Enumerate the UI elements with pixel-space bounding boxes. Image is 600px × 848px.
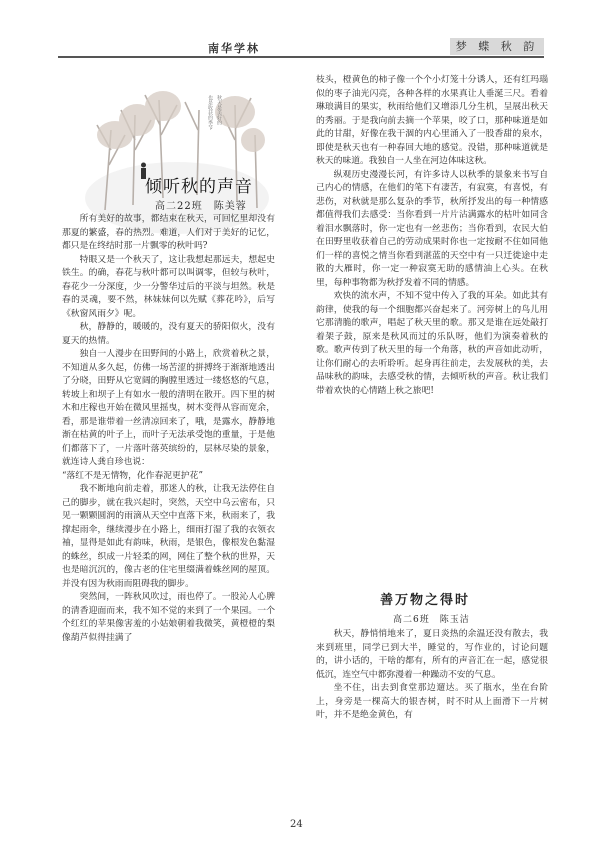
paragraph: 纵观历史漫漫长河，有许多诗人以秋季的景象来书写自己内心的情感，在他们的笔下有凄苦，有寂寞，有喜悦，有悲伤，对秋就是那么复杂的季节，秋所抒发出的每一种情感都值得我们去感受：当你看到一片片沾满露水的枯叶如同含着泪水飘落时，你一定也有一丝悲伤；当你看到，农民大伯在田野里收获着自己的劳动成果时你也一定按耐不住如同他们一样的喜悦之情当你看到湛蓝的天空中有一只迁徙途中走散的大雁时，你一定一种寂寞无助的感情油上心头。在秋里，每种事物都为秋抒发着不同的情感。 <box>316 169 548 288</box>
page-number: 24 <box>290 819 303 830</box>
paragraph: 坐不住，出去到食堂那边遛达。买了瓶水，坐在台阶上，身旁是一棵高大的银杏树，时不时从上面滑下一片树叶，并不是绝金黄色，有 <box>316 683 548 720</box>
article-1-right-column <box>316 74 548 398</box>
paragraph: 我不断地向前走着，那迷人的秋，让我无法停住自己的脚步，就在我兴起时，突然，天空中乌云密布，只见一颗颗圆润的雨滴从天空中直落下来，秋雨来了，我撑起雨伞，继续漫步在小路上，细雨打湿了我的衣领衣袖，显得是如此有韵味，秋雨，是银色，像根发色黏湿的蛛丝，织成一片轻柔的网，网住了整个秋的世界，天也是暗沉沉的，像古老的住宅里缀满着蛛丝网的屋顶。并没有因为秋雨而阻碍我的脚步。 <box>62 484 275 589</box>
article-2-title: 善万物之得时 <box>380 593 471 608</box>
hero-caption-line: 也是收获的季节 <box>207 95 213 130</box>
paragraph: 特眼又是一个秋天了，这让我想起那远夫，想起史铁生。的确，春花与秋叶都可以叫调零，但较与秋叶，春花少一分深度，少一分警华过后的平淡与坦然。秋是春的灵魂，要不然，林妹妹何以先赋《葬花吟》，后写《秋窗风雨夕》呢。 <box>62 254 275 319</box>
paragraph: 独自一人漫步在田野间的小路上，欣赏着秋之景，不知道从多久起，仿佛一场苦涩的拼搏终于渐渐地透出了分晓，田野从它宽阔的胸膛里透过一缕悠悠的气息，转坡上和坝子上有如水一般的清明在散开。四下里的树木和庄稼也开始在微风里摇曳，树木变得从容而宽余，看，那是谁带着一丝清凉回来了，哦，是露水，静静地渐在枯黄的叶子上，而叶子无法承受饱的重量，于是他们都落下了，一片落叶落英缤纷的，层林尽染的景象，就连诗人龚自珍也说： <box>62 349 275 467</box>
article-2-byline: 高二6班 陈玉洁 <box>393 615 470 625</box>
paragraph: 所有美好的故事，都结束在秋天，可回忆里却没有那夏的繁盛，春的热烈。难道，人们对于美好的记忆，都只是在终结时那一片飘零的秋叶吗? <box>62 214 275 251</box>
paragraph: 秋天，静悄悄地来了，夏日炎热的余温还没有散去，我来到班里，同学已到大半，睡觉的，写作业的，讨论问题的，讲小话的，干啥的都有，所有的声音汇在一起，感觉很低沉，连空气中都弥漫着一种躁动不安的气息。 <box>316 629 548 680</box>
article-1-byline: 高二22班 陈美蓉 <box>155 201 247 212</box>
article-1-title: 倾听秋的声音 <box>145 177 253 197</box>
column-name-tab: 梦 蝶 秋 韵 <box>450 38 544 55</box>
paragraph: 秋，静静的，暖暖的，没有夏天的骄阳似火，没有夏天的热情。 <box>62 322 275 346</box>
paragraph: 突然间，一阵秋风吹过，雨也停了。一股沁人心脾的清香迎面而来，我不知不觉的来到了一个果园。一个个红红的苹果像害羞的小姑娘朝着我微笑，黄橙橙的梨像葫芦似得挂满了 <box>62 592 275 643</box>
quote-line: “落红不是无情物，化作春泥更护花” <box>62 470 203 481</box>
hero-vertical-caption <box>205 95 223 130</box>
page-header <box>58 38 544 58</box>
header-rule <box>58 56 544 58</box>
paragraph: 欢快的流水声，不知不觉中传入了我的耳朵。如此其有韵律，使我的每一个细胞都兴奋起来了。河旁树上的鸟儿用它那清脆的歌声，唱起了秋天里的歌。那又是谁在远处敲打着架子鼓，原来是秋风而过的乐队呀，他们为演奏着秋的歌。歌声传到了秋天里的每一个角落，秋的声音如此动听，让你们耐心的去听聆听。起身再往前走，去发展秋的美，去品味秋的韵味，去感受秋的情，去倾听秋的声音。秋让我们带着欢快的心情踏上秋之旅吧! <box>316 291 548 396</box>
hero-caption-line: 秋天是美好的 <box>216 95 222 125</box>
paragraph: 枝头，橙黄色的柿子像一个个小灯笼十分诱人，还有红玛瑙似的枣子油光闪亮，各种各样的水果真让人垂涎三尺。看着琳琅满目的果实，秋雨给他们又增添几分生机，呈展出秋天的秀丽。于是我向前去摘一个苹果，咬了口，那种味道是如此的甘甜，好像在我干涸的内心里涌入了一股香甜的泉水，即使是秋天也有一种春回大地的感觉。没错，那种味道就是秋天的味道。我独自一人坐在河边体味这秋。 <box>316 75 548 166</box>
journal-name: 南华学林 <box>208 42 260 55</box>
article-1-left-column <box>62 213 275 645</box>
article-2-body <box>316 628 548 723</box>
